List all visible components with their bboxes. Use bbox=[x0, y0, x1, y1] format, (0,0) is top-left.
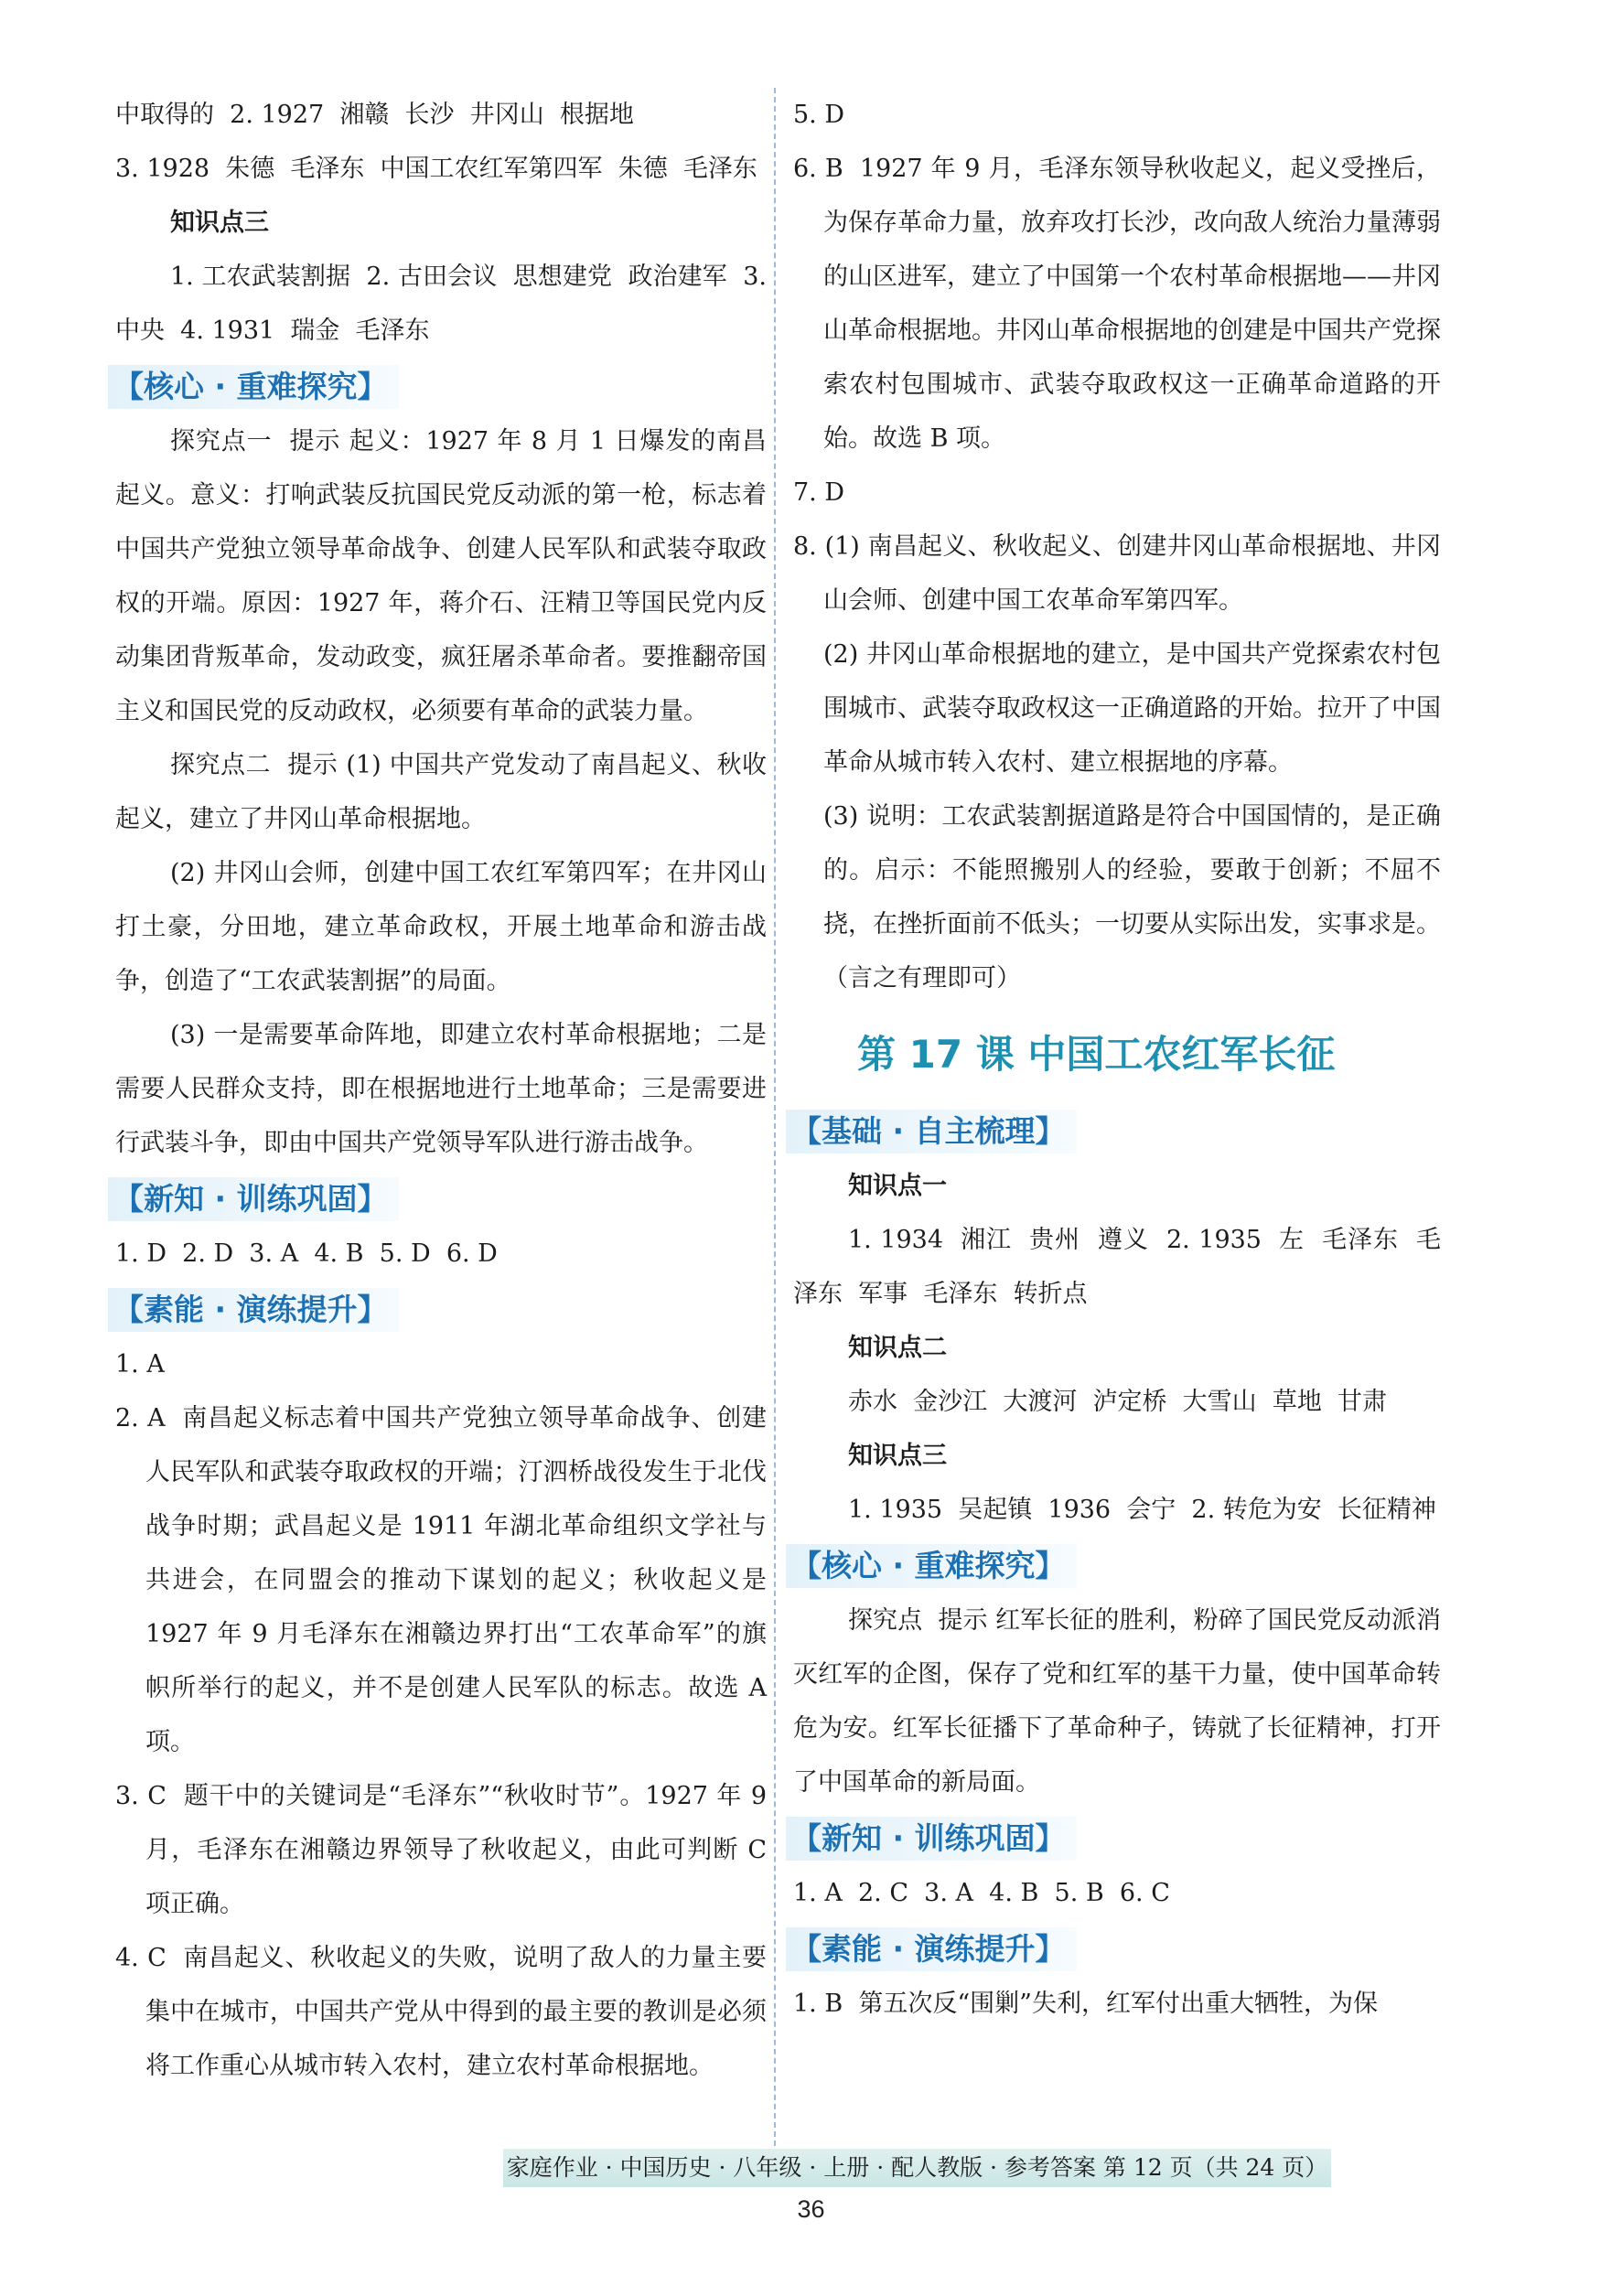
answer-item: 6. B 1927 年 9 月，毛泽东领导秋收起义，起义受挫后，为保存革命力量，放弃攻打长沙，改向敌人统治力量薄弱的山区进军，建立了中国第一个农村革命根据地——井冈山革命根据地。井冈山革命根据地的创建是中国共产党探索农村包围城市、武装夺取政权这一正确革命道路的开始。故选 B 项。 bbox=[793, 155, 1441, 453]
answer-line: 3. 1928 朱德 毛泽东 中国工农红军第四军 朱德 毛泽东 bbox=[115, 155, 757, 183]
answer-item: (2) 井冈山革命根据地的建立，是中国共产党探索农村包围城市、武装夺取政权这一正确道路的开始。拉开了中国革命从城市转入农村、建立根据地的序幕。 bbox=[823, 640, 1441, 777]
explore-point: 探究点 提示 红军长征的胜利，粉碎了国民党反动派消灭红军的企图，保存了党和红军的基干力量，使中国革命转危为安。红军长征播下了革命种子，铸就了长征精神，打开了中国革命的新局面。 bbox=[793, 1606, 1441, 1797]
answer-item: 8. (1) 南昌起义、秋收起义、创建井冈山革命根据地、井冈山会师、创建中国工农革命军第四军。 bbox=[793, 532, 1441, 615]
answer-line: 赤水 金沙江 大渡河 泸定桥 大雪山 草地 甘肃 bbox=[848, 1388, 1387, 1416]
answer-item: 3. C 题干中的关键词是“毛泽东”“秋收时节”。1927 年 9 月，毛泽东在湘赣边界领导了秋收起义，由此可判断 C 项正确。 bbox=[115, 1782, 775, 1918]
section-heading-core: 【核心 · 重难探究】 bbox=[108, 365, 399, 409]
section-heading-skill: 【素能 · 演练提升】 bbox=[786, 1927, 1077, 1971]
footer-caption: 家庭作业 · 中国历史 · 八年级 · 上册 · 配人教版 · 参考答案 第 12 页（共 24 页） bbox=[506, 2154, 1328, 2181]
answer-item: 5. D bbox=[793, 101, 844, 129]
explore-point-1: 探究点一 提示 起义：1927 年 8 月 1 日爆发的南昌起义。意义：打响武装反抗国民党反动派的第一枪，标志着中国共产党独立领导革命战争、创建人民军队和武装夺取政权的开端。原因：1927 年，蒋介石、汪精卫等国民党内反动集团背叛革命，发动政变，疯狂屠杀革命者。要推翻帝国主义和国民党的反动政权，必须要有革命的武装力量。 bbox=[115, 427, 767, 725]
knowledge-point-title: 知识点三 bbox=[848, 1442, 947, 1470]
explore-point-2-part-2: (2) 井冈山会师，创建中国工农红军第四军；在井冈山打土豪，分田地，建立革命政权，开展土地革命和游击战争，创造了“工农武装割据”的局面。 bbox=[115, 859, 767, 995]
answer-item: 7. D bbox=[793, 478, 844, 507]
section-heading-new: 【新知 · 训练巩固】 bbox=[786, 1817, 1077, 1861]
knowledge-point-title: 知识点三 bbox=[170, 209, 269, 237]
answer-line: 1. 1935 吴起镇 1936 会宁 2. 转危为安 长征精神 bbox=[848, 1496, 1436, 1524]
section-heading-base: 【基础 · 自主梳理】 bbox=[786, 1110, 1077, 1153]
knowledge-point-title: 知识点一 bbox=[848, 1172, 947, 1200]
left-column bbox=[113, 88, 775, 2093]
section-heading-core: 【核心 · 重难探究】 bbox=[786, 1544, 1077, 1588]
answer-line: 1. 工农武装割据 2. 古田会议 思想建党 政治建军 3. 中央 4. 1931 瑞金 毛泽东 bbox=[115, 263, 775, 345]
answer-item: 1. B 第五次反“围剿”失利，红军付出重大牺牲，为保 bbox=[793, 1990, 1378, 2018]
section-heading-new: 【新知 · 训练巩固】 bbox=[108, 1177, 399, 1221]
answer-line: 1. D 2. D 3. A 4. B 5. D 6. D bbox=[115, 1239, 498, 1268]
answer-line: 1. 1934 湘江 贵州 遵义 2. 1935 左 毛泽东 毛泽东 军事 毛泽东 转折点 bbox=[793, 1226, 1441, 1308]
page-number: 36 bbox=[797, 2195, 825, 2223]
answer-item: (3) 说明：工农武装割据道路是符合中国国情的，是正确的。启示：不能照搬别人的经验，要敢于创新；不屈不挠，在挫折面前不低头；一切要从实际出发，实事求是。（言之有理即可） bbox=[823, 802, 1441, 992]
lesson-title: 第 17 课 中国工农红军长征 bbox=[857, 1032, 1336, 1077]
answer-line: 中取得的 2. 1927 湘赣 长沙 井冈山 根据地 bbox=[115, 101, 634, 129]
explore-point-2-part-3: (3) 一是需要革命阵地，即建立农村革命根据地；二是需要人民群众支持，即在根据地进行土地革命；三是需要进行武装斗争，即由中国共产党领导军队进行游击战争。 bbox=[115, 1021, 767, 1157]
answer-line: 1. A 2. C 3. A 4. B 5. B 6. C bbox=[793, 1879, 1170, 1907]
knowledge-point-title: 知识点二 bbox=[848, 1334, 947, 1362]
answer-item: 1. A bbox=[115, 1350, 165, 1379]
answer-item: 2. A 南昌起义标志着中国共产党独立领导革命战争、创建人民军队和武装夺取政权的开端；汀泗桥战役发生于北伐战争时期；武昌起义是 1911 年湖北革命组织文学社与共进会，在同盟会的推动下谋划的起义；秋收起义是 1927 年 9 月毛泽东在湘赣边界打出“工农革命军”的旗帜所举行的起义，并不是创建人民军队的标志。故选 A 项。 bbox=[115, 1404, 775, 1756]
explore-point-2: 探究点二 提示 (1) 中国共产党发动了南昌起义、秋收起义，建立了井冈山革命根据地。 bbox=[115, 751, 767, 833]
right-column bbox=[793, 88, 1441, 2031]
column-divider bbox=[774, 88, 776, 2146]
answer-item: 4. C 南昌起义、秋收起义的失败，说明了敌人的力量主要集中在城市，中国共产党从中得到的最主要的教训是必须将工作重心从城市转入农村，建立农村革命根据地。 bbox=[115, 1944, 767, 2080]
section-heading-skill: 【素能 · 演练提升】 bbox=[108, 1288, 399, 1332]
